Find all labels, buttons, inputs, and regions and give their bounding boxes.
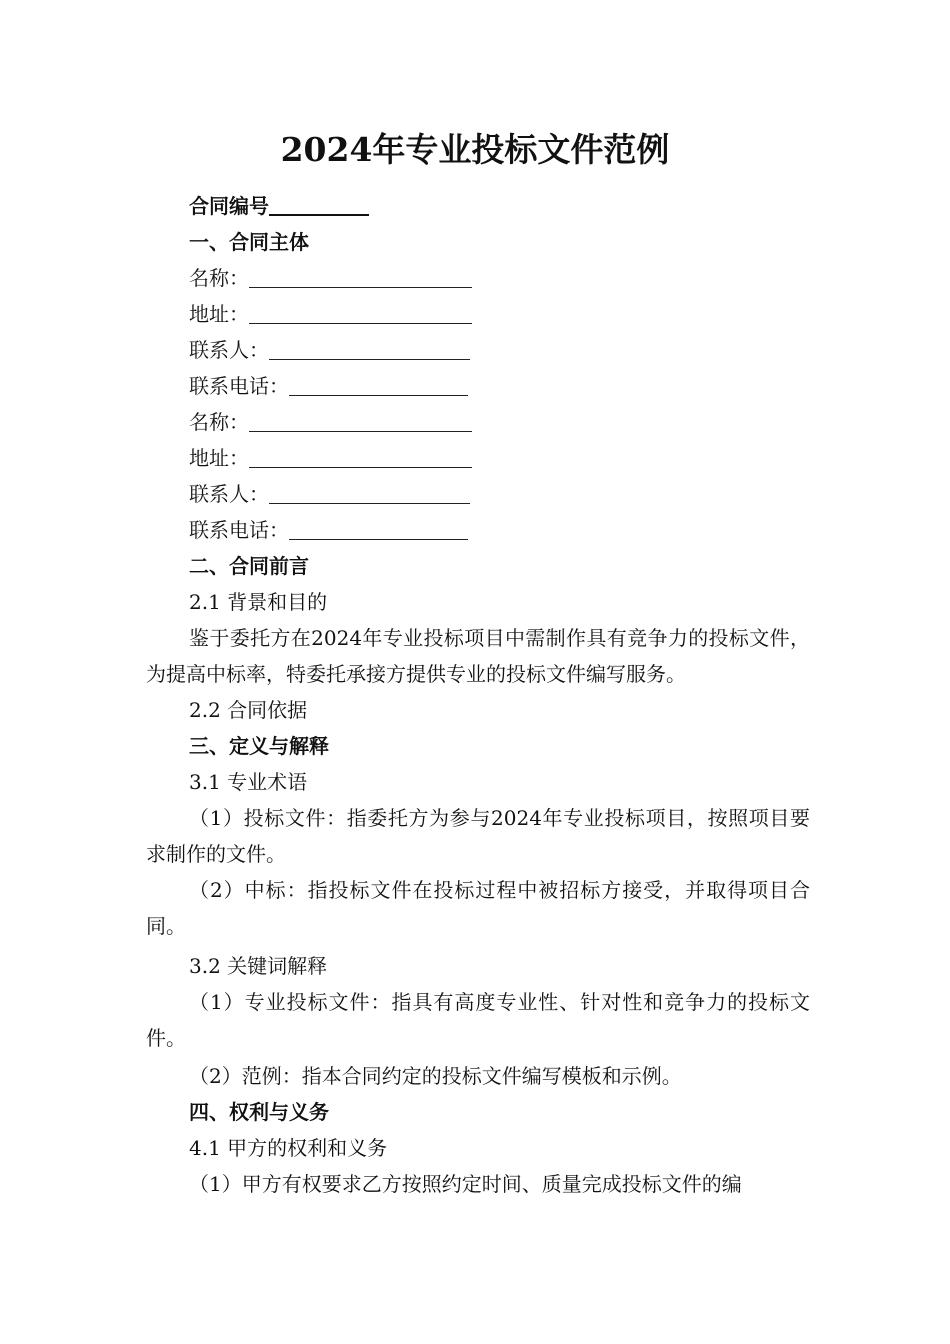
- clause-4-1-title: 4.1 甲方的权利和义务: [189, 1136, 388, 1160]
- party-b-address-label: 地址：: [189, 446, 249, 470]
- section-1-heading: 一、合同主体: [189, 230, 309, 254]
- party-b-name-blank[interactable]: [249, 411, 472, 432]
- party-b-address-line: [189, 440, 853, 476]
- party-b-name-label: 名称：: [189, 410, 249, 434]
- party-a-contact-line: [189, 332, 853, 368]
- clause-3-1-item-1: （1）投标文件：指委托方为参与2024年专业投标项目，按照项目要求制作的文件。: [146, 806, 810, 866]
- contract-number-label: 合同编号: [189, 194, 269, 218]
- contract-number-line: [189, 188, 853, 224]
- party-a-name-line: [189, 260, 853, 296]
- contract-number-blank[interactable]: [269, 194, 369, 216]
- party-a-address-label: 地址：: [189, 302, 249, 326]
- party-b-phone-line: [189, 512, 853, 548]
- party-a-contact-blank[interactable]: [269, 339, 470, 360]
- party-b-name-line: [189, 404, 853, 440]
- party-b-contact-blank[interactable]: [269, 483, 470, 504]
- clause-3-1-title: 3.1 专业术语: [189, 770, 308, 794]
- party-a-name-label: 名称：: [189, 266, 249, 290]
- section-2-heading: 二、合同前言: [189, 554, 309, 578]
- clause-3-1-item-2: （2）中标：指投标文件在投标过程中被招标方接受，并取得项目合同。: [146, 878, 810, 938]
- party-b-contact-line: [189, 476, 853, 512]
- clause-3-2-title: 3.2 关键词解释: [189, 954, 328, 978]
- party-a-name-blank[interactable]: [249, 267, 472, 288]
- document-title: 2024年专业投标文件范例: [280, 130, 670, 169]
- clause-4-1-item-1: （1）甲方有权要求乙方按照约定时间、质量完成投标文件的编: [189, 1172, 742, 1196]
- party-b-phone-label: 联系电话：: [189, 518, 289, 542]
- party-a-phone-label: 联系电话：: [189, 374, 289, 398]
- party-b-address-blank[interactable]: [249, 447, 472, 468]
- clause-2-1-title: 2.1 背景和目的: [189, 590, 328, 614]
- clause-2-2-title: 2.2 合同依据: [189, 698, 308, 722]
- party-b-contact-label: 联系人：: [189, 482, 269, 506]
- party-a-phone-line: [189, 368, 853, 404]
- party-a-contact-label: 联系人：: [189, 338, 269, 362]
- party-b-phone-blank[interactable]: [289, 519, 468, 540]
- clause-3-2-item-2: （2）范例：指本合同约定的投标文件编写模板和示例。: [189, 1064, 682, 1088]
- party-a-phone-blank[interactable]: [289, 375, 468, 396]
- section-3-heading: 三、定义与解释: [189, 734, 329, 758]
- party-a-address-line: [189, 296, 853, 332]
- clause-2-1-text: 鉴于委托方在2024年专业投标项目中需制作具有竞争力的投标文件，为提高中标率，特委托承接方提供专业的投标文件编写服务。: [146, 626, 810, 686]
- party-a-address-blank[interactable]: [249, 303, 472, 324]
- clause-3-2-item-1: （1）专业投标文件：指具有高度专业性、针对性和竞争力的投标文件。: [146, 990, 810, 1050]
- section-4-heading: 四、权利与义务: [189, 1100, 329, 1124]
